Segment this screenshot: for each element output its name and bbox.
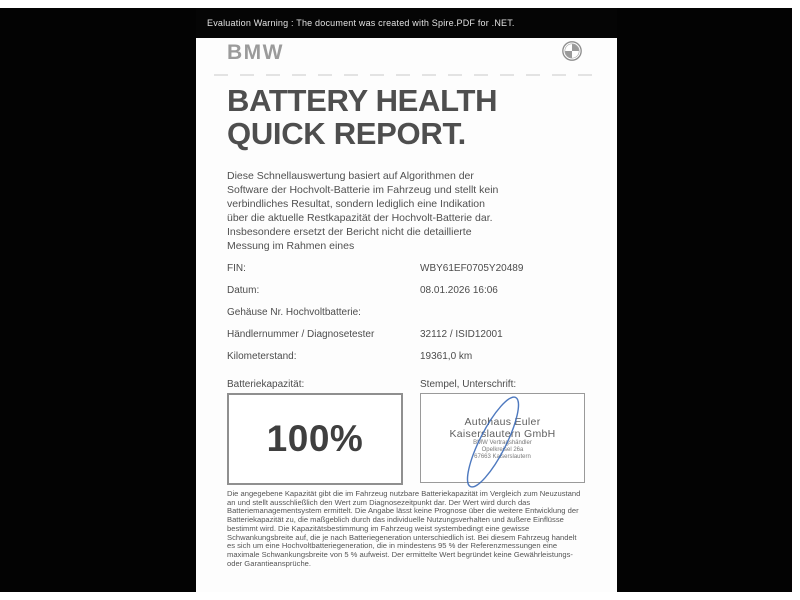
footer-disclaimer: Die angegebene Kapazität gibt die im Fahrzeug nutzbare Batteriekapazität im Vergleich zum Neuzustand an und stellt ausschließlich den Wert zum Diagnosezeitpunkt dar. Der Wert wird durch das Batteriemanagementsystem ermittelt. Die Angabe lässt keine Prognose über die weitere Entwicklung der Batteriekapazität zu, die maßgeblich durch das individuelle Nutzungsverhalten und äußere Einflüsse bestimmt wird. Die Kapazitätsbestimmung im Fahrzeug weist systembedingt eine gewisse Schwankungsbreite auf, die je nach Batteriegeneration unterschiedlich ist. Bei diesem Fahrzeug handelt es sich um eine Hochvoltbatteriegeneration, die in mindestens 95 % der Referenzmessungen eine maximale Schwankungsbreite von 5 % aufweist. Der ermittelte Wert begründet keine Gewährleistungs- oder Garantieansprüche. xyxy=(227,489,581,568)
evaluation-warning-text: Evaluation Warning : The document was created with Spire.PDF for .NET. xyxy=(207,18,515,28)
field-label-fin: FIN: xyxy=(227,263,246,274)
bmw-roundel-icon xyxy=(562,41,582,61)
field-row-gehaeuse xyxy=(227,307,587,321)
field-label-gehaeuse: Gehäuse Nr. Hochvoltbatterie: xyxy=(227,307,361,318)
field-label-haendlernummer: Händlernummer / Diagnosetester xyxy=(227,329,375,340)
stamp-city-line: 67663 Kaiserslautern xyxy=(474,453,531,460)
field-label-kilometerstand: Kilometerstand: xyxy=(227,351,297,362)
stamp-dealer-line: BMW Vertragshändler xyxy=(473,439,532,446)
evaluation-warning-bar xyxy=(196,8,617,38)
report-page xyxy=(196,8,617,592)
bmw-wordmark: BMW xyxy=(227,41,284,64)
field-row-fin xyxy=(227,263,587,277)
stamp-street-line: Opelkreisel 26a xyxy=(481,446,524,453)
report-title-line1: BATTERY HEALTH xyxy=(227,83,498,118)
scan-artifact-line xyxy=(214,74,592,76)
field-value-haendlernummer: 32112 / ISID12001 xyxy=(420,329,503,340)
capacity-label: Batteriekapazität: xyxy=(227,379,305,390)
report-title xyxy=(227,84,587,150)
field-value-datum: 08.01.2026 16:06 xyxy=(420,285,498,296)
field-value-fin: WBY61EF0705Y20489 xyxy=(420,263,524,274)
stamp-box xyxy=(420,393,585,483)
field-label-datum: Datum: xyxy=(227,285,260,296)
intro-paragraph: Diese Schnellauswertung basiert auf Algorithmen der Software der Hochvolt-Batterie im Fahrzeug und stellt kein verbindliches Resultat, sondern lediglich eine Indikation über die aktuelle Restkapazität der Hochvolt-Batterie dar. Insbesondere ersetzt der Bericht nicht die detaillierte Messung im Rahmen eines xyxy=(227,170,499,252)
field-value-kilometerstand: 19361,0 km xyxy=(420,351,473,362)
field-row-haendlernummer xyxy=(227,329,587,343)
field-row-kilometerstand xyxy=(227,351,587,365)
stamp-company-line2: Kaiserslautern GmbH xyxy=(449,427,556,440)
report-title-line2: QUICK REPORT. xyxy=(227,116,466,151)
stamp-company-line1: Autohaus Euler xyxy=(464,415,541,428)
field-row-datum xyxy=(227,285,587,299)
capacity-box xyxy=(227,393,403,485)
stamp-label: Stempel, Unterschrift: xyxy=(420,379,517,390)
capacity-value: 100% xyxy=(266,418,364,459)
